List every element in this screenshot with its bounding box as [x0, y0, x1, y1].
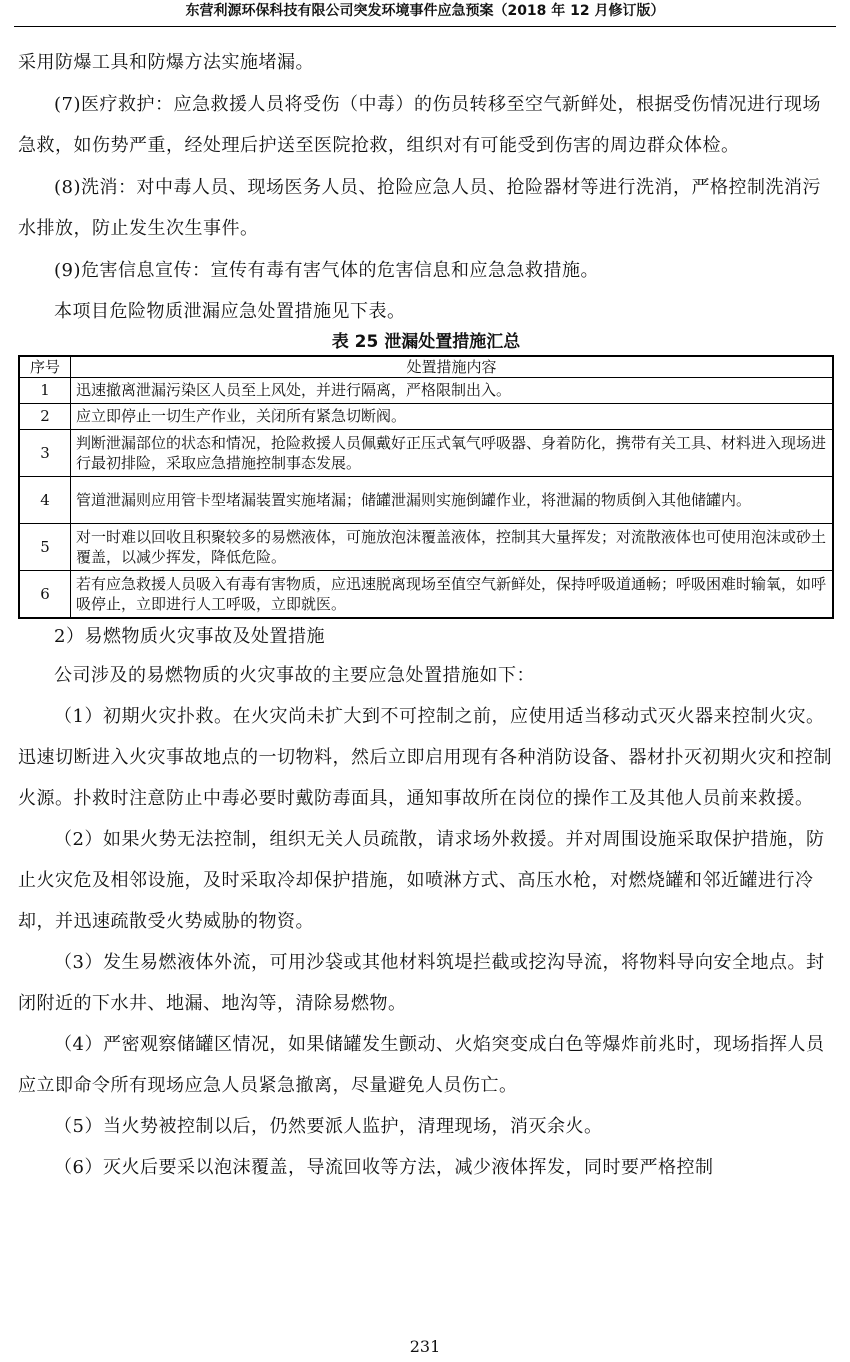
paragraph-fire-6: （6）灭火后要采以泡沫覆盖，导流回收等方法，减少液体挥发，同时要严格控制 [54, 1156, 714, 1178]
row-measure: 判断泄漏部位的状态和情况，抢险救援人员佩戴好正压式氧气呼吸器、身着防化，携带有关工具、材料进入现场进行最初排险，采取应急措施控制事态发展。 [71, 429, 834, 476]
row-number: 3 [19, 429, 71, 476]
row-number: 5 [19, 523, 71, 570]
paragraph-fire-3: （3）发生易燃液体外流，可用沙袋或其他材料筑堤拦截或挖沟导流，将物料导向安全地点。封闭附近的下水井、地漏、地沟等，清除易燃物。 [18, 951, 825, 1014]
document-body [18, 42, 834, 1188]
paragraph-hazard-info: (9)危害信息宣传：宣传有毒有害气体的危害信息和应急急救措施。 [54, 259, 599, 281]
page-header: 东营利源环保科技有限公司突发环境事件应急预案（2018 年 12 月修订版） [14, 0, 836, 27]
column-header-number: 序号 [19, 356, 71, 378]
table-header-row [19, 356, 833, 378]
paragraph-fire-1: （1）初期火灾扑救。在火灾尚未扩大到不可控制之前，应使用适当移动式灭火器来控制火灾。迅速切断进入火灾事故地点的一切物料，然后立即启用现有各种消防设备、器材扑灭初期火灾和控制火源。扑救时注意防止中毒必要时戴防毒面具，通知事故所在岗位的操作工及其他人员前来救援。 [18, 705, 832, 809]
row-number: 2 [19, 403, 71, 429]
fire-section [18, 619, 834, 1188]
leak-measures-table [18, 355, 834, 619]
row-number: 4 [19, 476, 71, 523]
paragraph-decontamination: (8)洗消：对中毒人员、现场医务人员、抢险应急人员、抢险器材等进行洗消，严格控制洗消污水排放，防止发生次生事件。 [18, 176, 821, 239]
paragraph-fire-5: （5）当火势被控制以后，仍然要派人监护，清理现场，消灭余火。 [54, 1115, 603, 1137]
column-header-measures: 处置措施内容 [71, 356, 834, 378]
paragraph-table-intro: 本项目危险物质泄漏应急处置措施见下表。 [54, 301, 406, 322]
paragraph-fire-2: （2）如果火势无法控制，组织无关人员疏散，请求场外救援。并对周围设施采取保护措施，防止火灾危及相邻设施，及时采取冷却保护措施，如喷淋方式、高压水枪，对燃烧罐和邻近罐进行冷却，并迅速疏散受火势威胁的物资。 [18, 828, 825, 932]
table-row [19, 476, 833, 523]
table-row [19, 523, 833, 570]
paragraph-fire-intro: 公司涉及的易燃物质的火灾事故的主要应急处置措施如下： [54, 664, 535, 686]
row-measure: 管道泄漏则应用管卡型堵漏装置实施堵漏；储罐泄漏则实施倒罐作业，将泄漏的物质倒入其他储罐内。 [71, 476, 834, 523]
table-row [19, 403, 833, 429]
table-row [19, 429, 833, 476]
paragraph-fire-4: （4）严密观察储罐区情况，如果储罐发生颤动、火焰突变成白色等爆炸前兆时，现场指挥人员应立即命令所有现场应急人员紧急撤离，尽量避免人员伤亡。 [18, 1033, 825, 1096]
row-number: 6 [19, 570, 71, 618]
row-measure: 迅速撤离泄漏污染区人员至上风处，并进行隔离，严格限制出入。 [71, 377, 834, 403]
section-heading-fire: 2）易燃物质火灾事故及处置措施 [54, 625, 325, 647]
table-row [19, 377, 833, 403]
row-number: 1 [19, 377, 71, 403]
table-title: 表 25 泄漏处置措施汇总 [331, 331, 521, 352]
row-measure: 若有应急救援人员吸入有毒有害物质，应迅速脱离现场至值空气新鲜处，保持呼吸道通畅；呼吸困难时输氧，如呼吸停止，立即进行人工呼吸，立即就医。 [71, 570, 834, 618]
row-measure: 应立即停止一切生产作业，关闭所有紧急切断阀。 [71, 403, 834, 429]
paragraph-continuation: 采用防爆工具和防爆方法实施堵漏。 [18, 52, 314, 73]
row-measure: 对一时难以回收且积聚较多的易燃液体，可施放泡沫覆盖液体，控制其大量挥发；对流散液体也可使用泡沫或砂土覆盖，以减少挥发，降低危险。 [71, 523, 834, 570]
table-row [19, 570, 833, 618]
paragraph-medical-rescue: (7)医疗救护：应急救援人员将受伤（中毒）的伤员转移至空气新鲜处，根据受伤情况进行现场急救，如伤势严重，经处理后护送至医院抢救，组织对有可能受到伤害的周边群众体检。 [18, 93, 821, 156]
page-number: 231 [409, 1337, 441, 1356]
